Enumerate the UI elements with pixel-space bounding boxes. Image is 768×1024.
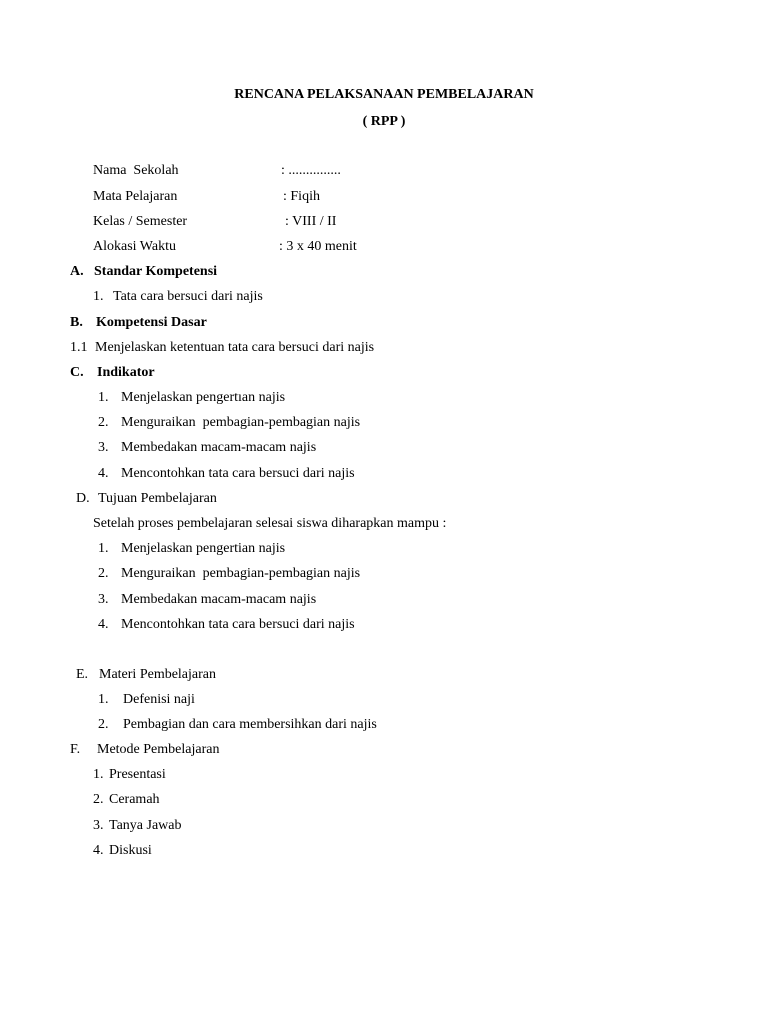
list-item: Membedakan macam-macam najis (121, 440, 317, 455)
identity-label: Nama Sekolah (93, 163, 179, 178)
list-item-number: 1. (98, 692, 109, 707)
identity-value: : 3 x 40 menit (279, 239, 357, 254)
section-marker: D. (76, 491, 90, 506)
list-item-number: 3. (98, 440, 109, 455)
list-item: Mencontohkan tata cara bersuci dari najis (121, 617, 355, 632)
list-item: Menguraikan pembagian-pembagian najis (121, 566, 361, 581)
list-item-number: 3. (98, 592, 109, 607)
identity-label: Kelas / Semester (93, 214, 188, 229)
section-heading: Materi Pembelajaran (99, 667, 217, 682)
list-item: Menjelaskan pengertıan najis (121, 390, 286, 405)
list-item: Menjelaskan pengertian najis (121, 541, 286, 556)
identity-label: Alokasi Waktu (93, 239, 176, 254)
section-marker: E. (76, 667, 89, 682)
section-heading: Kompetensi Dasar (96, 315, 207, 330)
list-item-number: 1.1 (70, 340, 88, 355)
list-item: Menguraikan pembagian-pembagian najis (121, 415, 361, 430)
section-marker: A. (70, 264, 84, 279)
document-title: RENCANA PELAKSANAAN PEMBELAJARAN (234, 87, 534, 102)
list-item-number: 1. (93, 289, 104, 304)
section-heading: Metode Pembelajaran (97, 742, 220, 757)
list-item: Menjelaskan ketentuan tata cara bersuci dari najis (95, 340, 375, 355)
identity-value: : VIII / II (285, 214, 337, 229)
list-item: Ceramah (109, 792, 160, 807)
section-marker: B. (70, 315, 83, 330)
list-item-number: 4. (93, 843, 104, 858)
section-heading: Tujuan Pembelajaran (98, 491, 217, 506)
list-item-number: 2. (93, 792, 104, 807)
list-item: Tata cara bersuci dari najis (113, 289, 263, 304)
list-item-number: 2. (98, 415, 109, 430)
section-marker: C. (70, 365, 84, 380)
identity-value: : ............... (281, 163, 341, 178)
list-item: Presentasi (109, 767, 166, 782)
list-item: Membedakan macam-macam najis (121, 592, 317, 607)
section-intro: Setelah proses pembelajaran selesai siswa diharapkan mampu : (93, 516, 447, 531)
list-item-number: 3. (93, 818, 104, 833)
list-item-number: 4. (98, 617, 109, 632)
list-item-number: 1. (93, 767, 104, 782)
section-heading: Standar Kompetensi (94, 264, 218, 279)
list-item-number: 2. (98, 717, 109, 732)
list-item-number: 2. (98, 566, 109, 581)
list-item: Diskusi (109, 843, 152, 858)
document-subtitle: ( RPP ) (362, 114, 406, 129)
identity-value: : Fiqih (283, 189, 320, 204)
list-item: Tanya Jawab (109, 818, 182, 833)
list-item: Defenisi naji (123, 692, 195, 707)
section-heading: Indikator (97, 365, 155, 380)
section-marker: F. (70, 742, 81, 757)
list-item: Mencontohkan tata cara bersuci dari najis (121, 466, 355, 481)
identity-label: Mata Pelajaran (93, 189, 178, 204)
list-item: Pembagian dan cara membersihkan dari najis (123, 717, 377, 732)
list-item-number: 4. (98, 466, 109, 481)
list-item-number: 1. (98, 390, 109, 405)
list-item-number: 1. (98, 541, 109, 556)
